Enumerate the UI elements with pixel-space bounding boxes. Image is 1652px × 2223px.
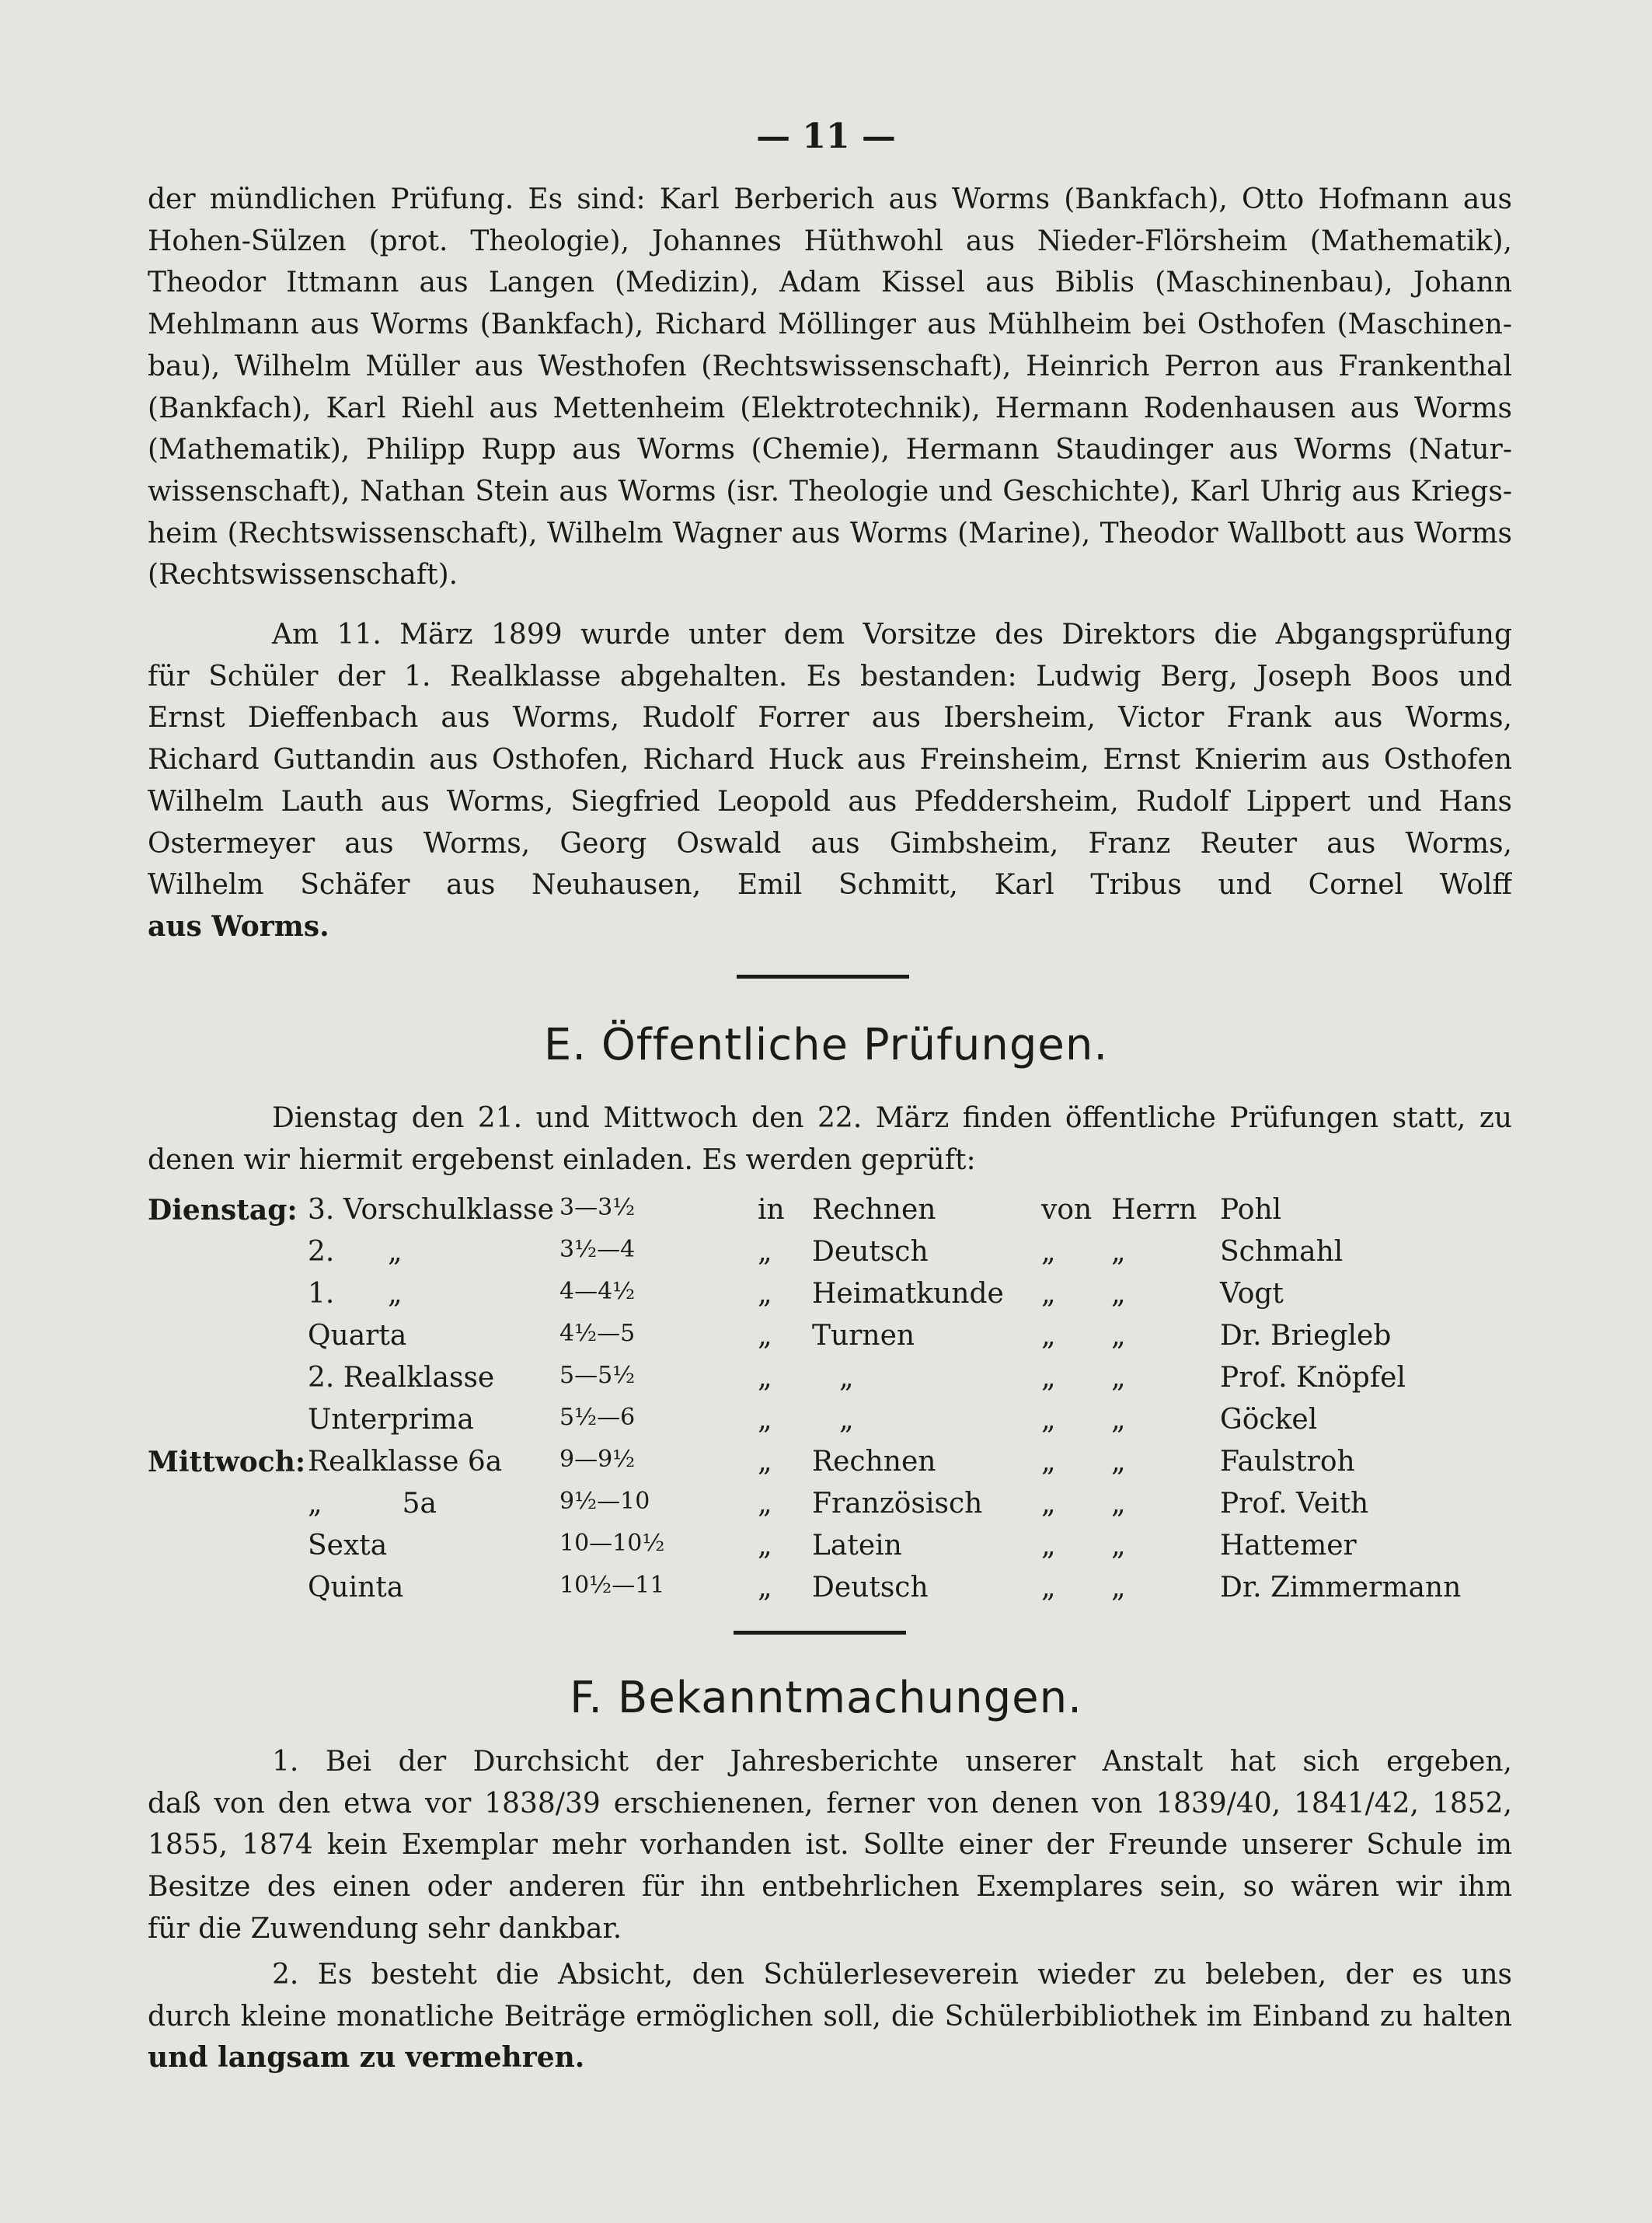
schedule-time: 10½—11 <box>559 1572 665 1599</box>
section-e-heading: E. Öffentliche Prüfungen. <box>543 1020 1109 1070</box>
schedule-von: „ <box>1041 1446 1056 1478</box>
schedule-in: „ <box>758 1404 772 1436</box>
schedule-von: „ <box>1041 1572 1056 1604</box>
schedule-class: 1. „ <box>308 1278 403 1310</box>
text-line: Mehlmann aus Worms (Bankfach), Richard Möllinger aus Mühlheim bei Osthofen (Maschinen- <box>148 309 1512 341</box>
text-line: Besitze des einen oder anderen für ihn entbehrlichen Exemplares sein, so wären wir ihm <box>148 1871 1512 1904</box>
schedule-subject: „ <box>839 1404 854 1436</box>
text-line: (Bankfach), Karl Riehl aus Mettenheim (Elektrotechnik), Hermann Rodenhausen aus Worms <box>148 392 1512 424</box>
schedule-time: 5—5½ <box>559 1362 636 1389</box>
text-line: (Rechtswissenschaft). <box>148 559 458 592</box>
schedule-day: Mittwoch: <box>148 1446 306 1478</box>
text-line: Theodor Ittmann aus Langen (Medizin), Adam Kissel aus Biblis (Maschinenbau), Johann <box>148 267 1512 299</box>
text-line: aus Worms. <box>148 909 329 943</box>
schedule-herrn: „ <box>1111 1320 1126 1352</box>
schedule-subject: Turnen <box>812 1320 915 1352</box>
schedule-teacher: Dr. Zimmermann <box>1220 1572 1462 1604</box>
schedule-subject: Deutsch <box>812 1236 929 1268</box>
schedule-von: „ <box>1041 1530 1056 1562</box>
text-line: Hohen-Sülzen (prot. Theologie), Johannes Hüthwohl aus Nieder-Flörsheim (Mathematik), <box>148 225 1512 257</box>
schedule-class: Quarta <box>308 1320 407 1352</box>
schedule-time: 9—9½ <box>559 1446 636 1473</box>
schedule-subject: Rechnen <box>812 1194 936 1226</box>
schedule-teacher: Dr. Briegleb <box>1220 1320 1392 1352</box>
text-line: bau), Wilhelm Müller aus Westhofen (Rechtswissenschaft), Heinrich Perron aus Frankenthal <box>148 350 1512 382</box>
schedule-herrn: „ <box>1111 1404 1126 1436</box>
text-line: Wilhelm Lauth aus Worms, Siegfried Leopold aus Pfeddersheim, Rudolf Lippert und Hans <box>148 785 1512 818</box>
text-line: Dienstag den 21. und Mittwoch den 22. März finden öffentliche Prüfungen statt, zu <box>272 1102 1512 1134</box>
text-line: Ostermeyer aus Worms, Georg Oswald aus Gimbsheim, Franz Reuter aus Worms, <box>148 827 1512 860</box>
schedule-row <box>148 1278 1515 1320</box>
schedule-time: 4—4½ <box>559 1278 636 1305</box>
schedule-day: Dienstag: <box>148 1194 298 1227</box>
schedule-teacher: Hattemer <box>1220 1530 1357 1562</box>
text-line: der mündlichen Prüfung. Es sind: Karl Berberich aus Worms (Bankfach), Otto Hofmann aus <box>148 183 1512 215</box>
schedule-von: von <box>1041 1194 1093 1226</box>
schedule-row <box>148 1362 1515 1404</box>
schedule-von: „ <box>1041 1320 1056 1352</box>
schedule-class: Quinta <box>308 1572 404 1604</box>
schedule-herrn: „ <box>1111 1278 1126 1310</box>
schedule-in: „ <box>758 1488 772 1520</box>
schedule-in: „ <box>758 1278 772 1310</box>
schedule-herrn: „ <box>1111 1572 1126 1604</box>
schedule-herrn: Herrn <box>1111 1194 1197 1226</box>
text-line: für die Zuwendung sehr dankbar. <box>148 1912 622 1945</box>
schedule-class: Unterprima <box>308 1404 474 1436</box>
schedule-subject: Französisch <box>812 1488 983 1520</box>
section-e-intro <box>148 1098 1512 1181</box>
schedule-herrn: „ <box>1111 1236 1126 1268</box>
schedule-teacher: Prof. Knöpfel <box>1220 1362 1406 1394</box>
section-f-heading: F. Bekanntmachungen. <box>570 1673 1082 1723</box>
schedule-herrn: „ <box>1111 1488 1126 1520</box>
schedule-row <box>148 1446 1515 1488</box>
schedule-von: „ <box>1041 1488 1056 1520</box>
page-number: — 11 — <box>756 117 896 156</box>
schedule-in: „ <box>758 1572 772 1604</box>
text-line: 1. Bei der Durchsicht der Jahresberichte unserer Anstalt hat sich ergeben, <box>272 1746 1512 1778</box>
announcement-2 <box>148 1954 1512 2079</box>
schedule-subject: Heimatkunde <box>812 1278 1004 1310</box>
schedule-in: „ <box>758 1362 772 1394</box>
schedule-herrn: „ <box>1111 1446 1126 1478</box>
schedule-teacher: Faulstroh <box>1220 1446 1355 1478</box>
paragraph-oral-exam <box>148 179 1512 596</box>
section-divider <box>737 975 909 979</box>
text-line: 2. Es besteht die Absicht, den Schülerleseverein wieder zu beleben, der es uns <box>272 1959 1512 1991</box>
schedule-row <box>148 1488 1515 1530</box>
schedule-in: „ <box>758 1530 772 1562</box>
text-line: (Mathematik), Philipp Rupp aus Worms (Chemie), Hermann Staudinger aus Worms (Natur- <box>148 434 1512 466</box>
schedule-time: 3½—4 <box>559 1236 636 1263</box>
schedule-in: in <box>758 1194 785 1226</box>
schedule-time: 9½—10 <box>559 1488 650 1515</box>
text-line: Richard Guttandin aus Osthofen, Richard Huck aus Freinsheim, Ernst Knierim aus Osthofen <box>148 744 1512 776</box>
text-line: daß von den etwa vor 1838/39 erschienenen, ferner von denen von 1839/40, 1841/42, 1852, <box>148 1787 1512 1820</box>
schedule-in: „ <box>758 1320 772 1352</box>
schedule-teacher: Vogt <box>1220 1278 1284 1310</box>
schedule-subject: Rechnen <box>812 1446 936 1478</box>
schedule-subject: „ <box>839 1362 854 1394</box>
schedule-time: 5½—6 <box>559 1404 636 1431</box>
text-line: für Schüler der 1. Realklasse abgehalten. Es bestanden: Ludwig Berg, Joseph Boos und <box>148 660 1512 693</box>
exam-schedule <box>148 1194 1515 1614</box>
schedule-class: 2. „ <box>308 1236 403 1268</box>
schedule-class: Realklasse 6a <box>308 1446 503 1478</box>
schedule-class: „ 5a <box>308 1488 437 1520</box>
paragraph-leaving-exam <box>148 614 1512 948</box>
schedule-time: 3—3½ <box>559 1194 636 1221</box>
schedule-row <box>148 1236 1515 1278</box>
schedule-teacher: Prof. Veith <box>1220 1488 1369 1520</box>
schedule-von: „ <box>1041 1236 1056 1268</box>
text-line: Ernst Dieffenbach aus Worms, Rudolf Forrer aus Ibersheim, Victor Frank aus Worms, <box>148 702 1512 735</box>
schedule-teacher: Göckel <box>1220 1404 1318 1436</box>
schedule-time: 10—10½ <box>559 1530 665 1557</box>
schedule-row <box>148 1404 1515 1446</box>
schedule-row <box>148 1194 1515 1236</box>
text-line: wissenschaft), Nathan Stein aus Worms (isr. Theologie und Geschichte), Karl Uhrig aus Kriegs- <box>148 475 1512 508</box>
schedule-subject: Latein <box>812 1530 902 1562</box>
text-line: denen wir hiermit ergebenst einladen. Es werden geprüft: <box>148 1143 976 1176</box>
text-line: durch kleine monatliche Beiträge ermöglichen soll, die Schülerbibliothek im Einband zu halten <box>148 2000 1512 2033</box>
schedule-time: 4½—5 <box>559 1320 636 1347</box>
schedule-teacher: Pohl <box>1220 1194 1282 1226</box>
schedule-row <box>148 1530 1515 1572</box>
schedule-von: „ <box>1041 1362 1056 1394</box>
announcement-1 <box>148 1741 1512 1950</box>
text-line: Wilhelm Schäfer aus Neuhausen, Emil Schmitt, Karl Tribus und Cornel Wolff <box>148 869 1512 902</box>
text-line: 1855, 1874 kein Exemplar mehr vorhanden ist. Sollte einer der Freunde unserer Schule im <box>148 1829 1512 1862</box>
text-line: heim (Rechtswissenschaft), Wilhelm Wagner aus Worms (Marine), Theodor Wallbott aus Worms <box>148 517 1512 550</box>
schedule-in: „ <box>758 1446 772 1478</box>
schedule-herrn: „ <box>1111 1530 1126 1562</box>
schedule-teacher: Schmahl <box>1220 1236 1344 1268</box>
schedule-von: „ <box>1041 1278 1056 1310</box>
schedule-in: „ <box>758 1236 772 1268</box>
schedule-von: „ <box>1041 1404 1056 1436</box>
schedule-herrn: „ <box>1111 1362 1126 1394</box>
schedule-row <box>148 1320 1515 1362</box>
schedule-subject: Deutsch <box>812 1572 929 1604</box>
schedule-row <box>148 1572 1515 1614</box>
schedule-class: Sexta <box>308 1530 388 1562</box>
text-line: Am 11. März 1899 wurde unter dem Vorsitze des Direktors die Abgangsprüfung <box>272 619 1512 651</box>
schedule-class: 3. Vorschulklasse <box>308 1194 554 1226</box>
section-divider <box>734 1631 906 1635</box>
text-line: und langsam zu vermehren. <box>148 2041 585 2075</box>
schedule-class: 2. Realklasse <box>308 1362 495 1394</box>
